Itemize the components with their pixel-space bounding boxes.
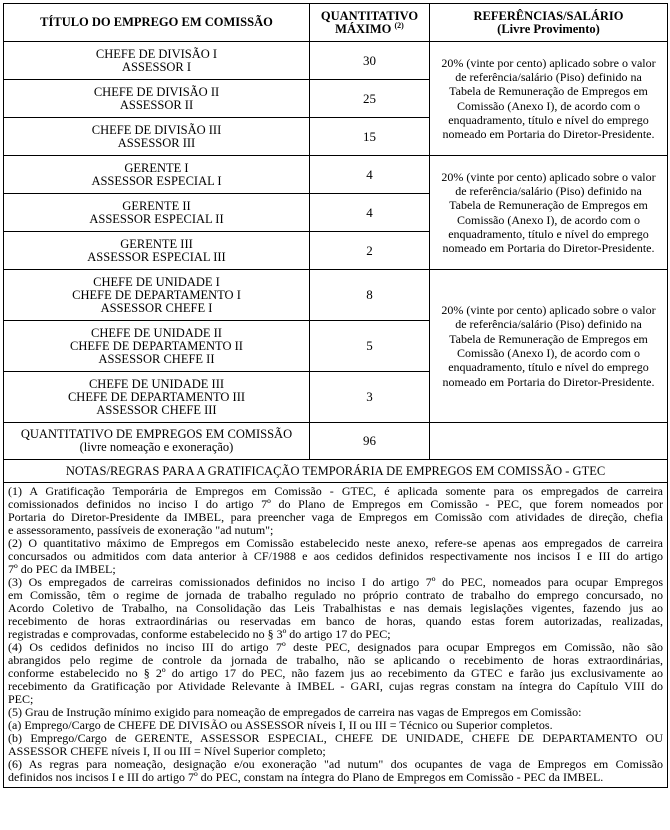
reference-line: Tabela de Remuneração de Empregos em — [449, 84, 648, 99]
note-paragraph — [8, 758, 663, 784]
reference-line: nomeado em Portaria do Diretor-Presidente. — [442, 127, 655, 142]
reference-line: de referência/salário (Piso) definido na — [455, 317, 642, 332]
reference-salary-cell — [430, 270, 668, 423]
note-line: registradas e comprovadas, conforme estabelecido no § 3º do artigo 17 do PEC; — [8, 628, 391, 641]
note-line: (a) Emprego/Cargo de CHEFE DE DIVISÃO ou ASSESSOR níveis I, II ou III = Técnico ou Superior completos. — [8, 719, 553, 732]
note-line: (5) Grau de Instrução mínimo exigido para nomeação de empregados de carreira nas vagas de Empregos em Comissão: — [8, 706, 582, 719]
note-paragraph — [8, 706, 663, 719]
reference-line: Comissão (Anexo I), de acordo com o — [457, 212, 640, 227]
max-quantity-cell: 5 — [310, 321, 430, 372]
note-paragraph — [8, 719, 663, 732]
job-title-line: ASSESSOR ESPECIAL III — [87, 249, 226, 264]
notes-body — [4, 483, 668, 788]
note-paragraph — [8, 576, 663, 641]
reference-salary-cell — [430, 156, 668, 270]
job-title-cell — [4, 194, 310, 232]
table-row — [4, 156, 668, 194]
notes-row — [4, 483, 668, 788]
job-title-line: ASSESSOR ESPECIAL I — [91, 173, 222, 188]
commission-jobs-table — [3, 3, 668, 788]
max-quantity-cell: 30 — [310, 42, 430, 80]
note-line: conforme estabelecido no § 2º do artigo 17 do PEC, não fazem jus ao recebimento da GTEC e farão jus exclusivamente ao — [8, 667, 663, 680]
total-row — [4, 423, 668, 460]
job-title-cell — [4, 80, 310, 118]
note-paragraph — [8, 485, 663, 537]
note-line: Acordo Coletivo de Trabalho, na Consolidação das Leis Trabalhistas e nas demais legislações vigentes, fazendo jus ao — [8, 602, 663, 615]
notes-title: NOTAS/REGRAS PARA A GRATIFICAÇÃO TEMPORÁRIA DE EMPREGOS EM COMISSÃO - GTEC — [4, 460, 668, 483]
reference-line: Tabela de Remuneração de Empregos em — [449, 331, 648, 346]
job-title-line: CHEFE DE DIVISÃO I — [95, 46, 218, 61]
note-line: PEC; — [8, 693, 34, 706]
note-line: (6) As regras para nomeação, designação e/ou exoneração "ad nutum" dos ocupantes de vaga de Empregos em Comissão — [8, 758, 663, 771]
header-job-title: TÍTULO DO EMPREGO EM COMISSÃO — [4, 4, 310, 42]
job-title-cell — [4, 156, 310, 194]
reference-line: nomeado em Portaria do Diretor-Presidente. — [442, 241, 655, 256]
job-title-line: CHEFE DE DIVISÃO III — [91, 122, 222, 137]
note-line: definidos nos incisos I e III do artigo 7º do PEC, constam na íntegra do Plano de Empregos em Comissão - PEC da IMBEL. — [8, 771, 604, 784]
reference-line: de referência/salário (Piso) definido na — [455, 183, 642, 198]
max-quantity-cell: 3 — [310, 372, 430, 423]
max-quantity-cell: 2 — [310, 232, 430, 270]
note-line: ASSESSOR CHEFE níveis I, II ou III = Nível Superior completo; — [8, 745, 326, 758]
job-title-line: ASSESSOR III — [117, 135, 196, 150]
job-title-cell — [4, 321, 310, 372]
reference-line: enquadramento, título e nível do emprego — [448, 226, 649, 241]
annex-document — [3, 3, 667, 788]
job-title-line: ASSESSOR I — [121, 59, 192, 74]
job-title-line: ASSESSOR CHEFE I — [100, 300, 213, 315]
table-header-row — [4, 4, 668, 42]
reference-salary-cell — [430, 42, 668, 156]
table-row — [4, 270, 668, 321]
note-line: comissionados definidos no inciso I do artigo 7º do Plano de Empregos em Comissão - PEC, que forem nomeados por — [8, 498, 663, 511]
reference-line: nomeado em Portaria do Diretor-Presidente. — [442, 374, 655, 389]
note-line: e assessoramento, passíveis de exoneração "ad nutum"; — [8, 524, 274, 537]
note-paragraph — [8, 641, 663, 706]
max-quantity-cell: 8 — [310, 270, 430, 321]
job-title-line: ASSESSOR II — [119, 97, 194, 112]
header-reference-salary: REFERÊNCIAS/SALÁRIO (Livre Provimento) — [430, 4, 668, 42]
job-title-line: ASSESSOR ESPECIAL II — [89, 211, 224, 226]
job-title-cell — [4, 232, 310, 270]
job-title-line: ASSESSOR CHEFE II — [98, 351, 215, 366]
job-title-line: CHEFE DE UNIDADE III — [88, 376, 225, 391]
job-title-cell — [4, 270, 310, 321]
reference-line: 20% (vinte por cento) aplicado sobre o valor — [441, 303, 656, 318]
job-title-line: CHEFE DE UNIDADE II — [91, 325, 222, 340]
note-line: concursados ou admitidos com data anterior à CF/1988 e aos cedidos definidos respectivamente nos incisos I e III do artigo — [8, 550, 663, 563]
header-max-quantity: QUANTITATIVO MÁXIMO $^{(2)}$ — [310, 4, 430, 42]
job-title-line: GERENTE III — [120, 236, 193, 251]
job-title-line: ASSESSOR CHEFE III — [96, 402, 217, 417]
job-title-cell — [4, 372, 310, 423]
note-line: (b) Emprego/Cargo de GERENTE, ASSESSOR ESPECIAL, CHEFE DE UNIDADE, CHEFE DE DEPARTAMENTO OU — [8, 732, 663, 745]
note-line: abrangidos pelo regime de controle da jornada de trabalho, não se aplicando o recebimento de horas extraordinárias, — [8, 654, 663, 667]
reference-line: Tabela de Remuneração de Empregos em — [449, 198, 648, 213]
max-quantity-cell: 4 — [310, 156, 430, 194]
reference-line: enquadramento, título e nível do emprego — [448, 360, 649, 375]
job-title-line: CHEFE DE UNIDADE I — [93, 274, 220, 289]
reference-line: 20% (vinte por cento) aplicado sobre o valor — [441, 169, 656, 184]
job-title-line: CHEFE DE DEPARTAMENTO III — [67, 389, 246, 404]
note-line: (3) Os empregados de carreiras comissionados definidos no inciso I do artigo 7º do PEC, nomeados para ocupar Empregos — [8, 576, 663, 589]
total-reference-empty — [430, 423, 668, 460]
reference-line: Comissão (Anexo I), de acordo com o — [457, 98, 640, 113]
note-line: recebimento de horas extraordinárias ou reservadas em banco de horas, quando estas forem autorizadas, realizadas, — [8, 615, 663, 628]
note-line: 7º do PEC da IMBEL; — [8, 563, 116, 576]
note-line: Portaria do Diretor-Presidente da IMBEL, para preencher vaga de Empregos em Comissão com atividades de direção, chefia — [8, 511, 663, 524]
job-title-line: CHEFE DE DIVISÃO II — [93, 84, 220, 99]
max-quantity-cell: 25 — [310, 80, 430, 118]
total-label: QUANTITATIVO DE EMPREGOS EM COMISSÃO (livre nomeação e exoneração) — [4, 423, 310, 460]
job-title-line: CHEFE DE DEPARTAMENTO I — [72, 287, 241, 302]
note-line: (4) Os cedidos definidos no inciso III do artigo 7º deste PEC, designados para ocupar Empregos em Comissão, não são — [8, 641, 663, 654]
total-quantity: 96 — [310, 423, 430, 460]
note-paragraph — [8, 537, 663, 576]
job-title-line: GERENTE I — [124, 160, 189, 175]
notes-title-row — [4, 460, 668, 483]
max-quantity-cell: 4 — [310, 194, 430, 232]
note-line: em Comissão, têm o regime de jornada de trabalho regulado no próprio contrato de trabalho do emprego concursado, no — [8, 589, 663, 602]
note-line: recebimento da Gratificação por Atividade Relevante à IMBEL - GARI, cujas regras constam na íntegra do Capítulo VIII do — [8, 680, 663, 693]
job-title-line: GERENTE II — [122, 198, 191, 213]
table-row — [4, 42, 668, 80]
reference-line: Comissão (Anexo I), de acordo com o — [457, 346, 640, 360]
reference-line: enquadramento, título e nível do emprego — [448, 112, 649, 127]
job-title-cell — [4, 118, 310, 156]
reference-line: 20% (vinte por cento) aplicado sobre o valor — [441, 55, 656, 70]
max-quantity-cell: 15 — [310, 118, 430, 156]
job-title-line: CHEFE DE DEPARTAMENTO II — [70, 338, 243, 353]
note-line: (1) A Gratificação Temporária de Empregos em Comissão - GTEC, é aplicada somente para os empregados de carreira — [8, 485, 663, 498]
note-paragraph — [8, 732, 663, 758]
note-line: (2) O quantitativo máximo de Empregos em Comissão estabelecido neste anexo, refere-se apenas aos empregados de carreira — [8, 537, 663, 550]
job-title-cell — [4, 42, 310, 80]
reference-line: de referência/salário (Piso) definido na — [455, 69, 642, 84]
